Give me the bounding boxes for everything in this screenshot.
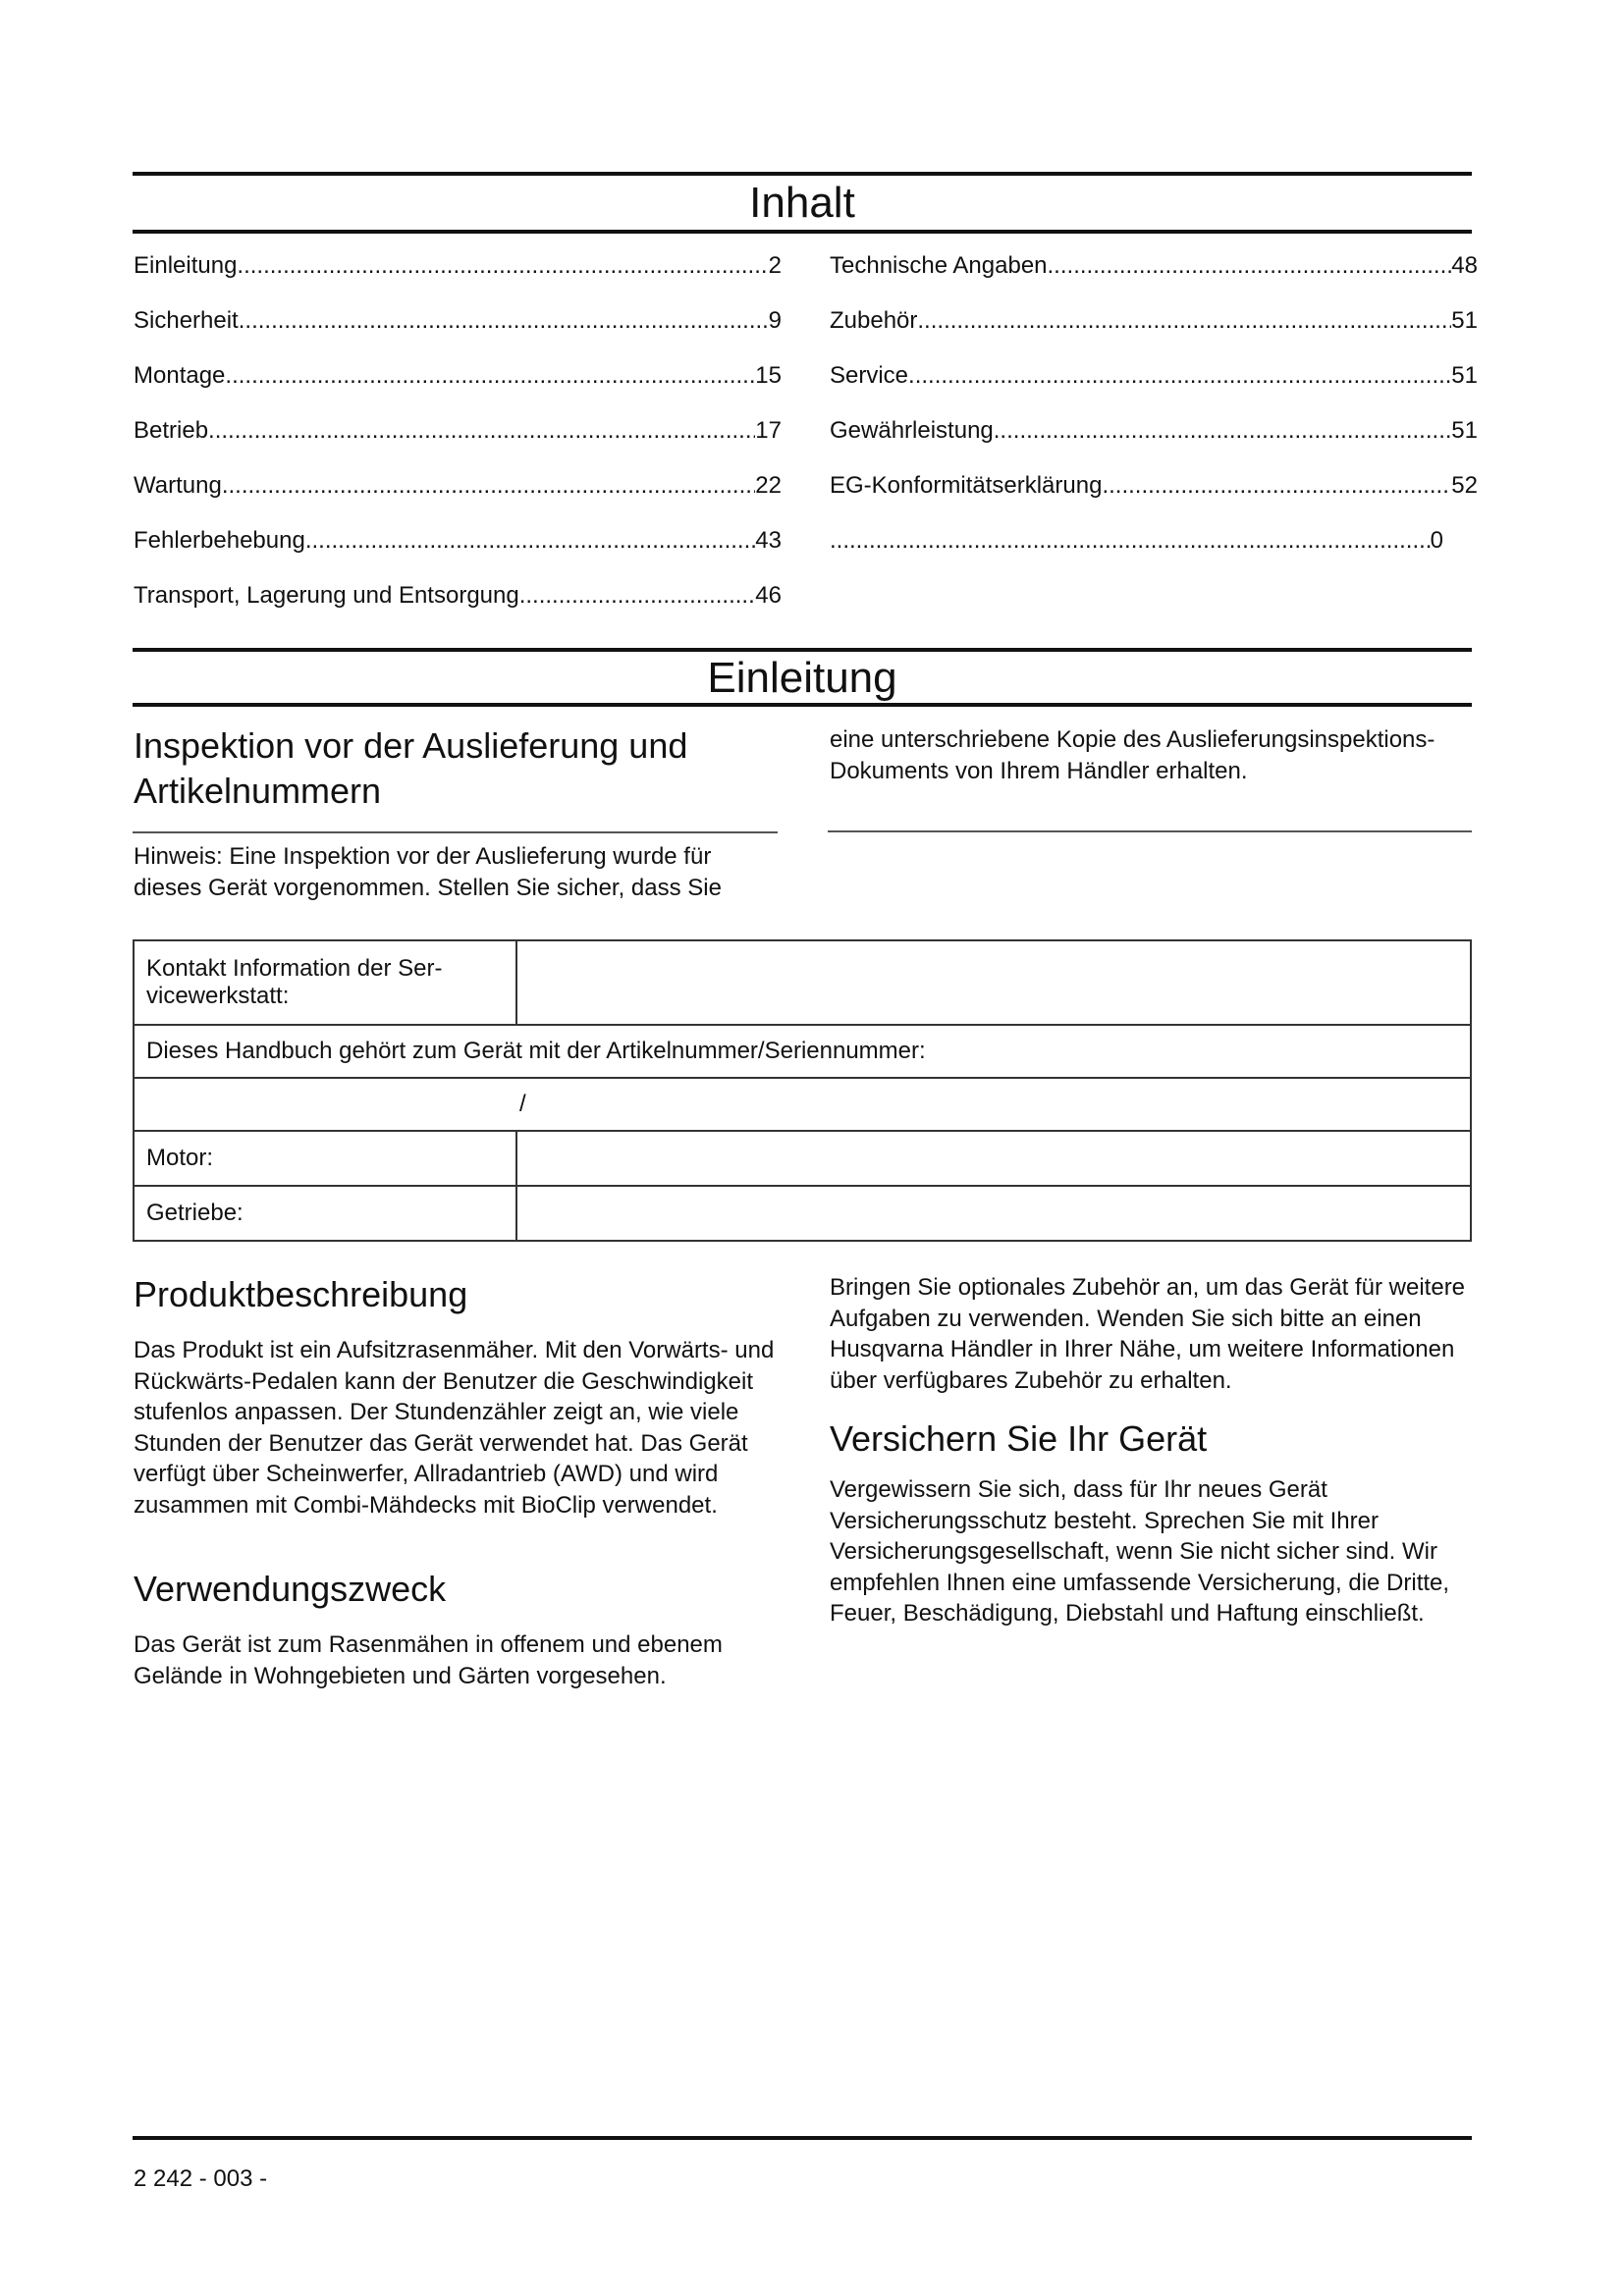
toc-entry[interactable]: Fehlerbehebung ..... 43 — [134, 526, 782, 581]
toc-left-column — [134, 251, 782, 636]
usage-heading: Verwendungszweck — [134, 1569, 447, 1609]
inspection-heading: Inspektion vor der Auslieferung und Artikelnummern — [134, 725, 688, 811]
manual-applies-row: Dieses Handbuch gehört zum Gerät mit der Artikelnummer/Seriennummer: — [134, 1025, 1471, 1078]
inspection-heading-rule — [133, 831, 778, 833]
inspection-note — [134, 841, 782, 903]
footer-rule — [133, 2136, 1472, 2140]
toc-top-rule — [133, 172, 1472, 176]
toc-entry[interactable]: Technische Angaben ..... 48 — [830, 251, 1478, 306]
toc-entry[interactable]: Zubehör ..... 51 — [830, 306, 1478, 361]
gearbox-label: Getriebe: — [134, 1186, 516, 1241]
toc-entry[interactable]: Sicherheit ..... 9 — [134, 306, 782, 361]
usage-text: Das Gerät ist zum Rasenmähen in offenem und ebenem Gelände in Wohngebieten und Gärten vorgesehen. — [134, 1631, 723, 1689]
table-row — [134, 940, 1471, 1025]
note-label: Hinweis: — [134, 843, 223, 870]
service-contact-field[interactable] — [516, 940, 1471, 1025]
article-serial-field[interactable] — [134, 1078, 1471, 1131]
table-row — [134, 1131, 1471, 1186]
toc-entry[interactable]: Montage ..... 15 — [134, 361, 782, 416]
toc-entry[interactable]: Service ..... 51 — [830, 361, 1478, 416]
document-number: 2 242 - 003 - — [134, 2165, 268, 2192]
toc-title: Inhalt — [749, 179, 855, 227]
toc-right-column — [830, 251, 1478, 581]
product-info-table — [133, 939, 1472, 1242]
toc-entry[interactable]: Transport, Lagerung und Entsorgung ..... 46 — [134, 581, 782, 636]
toc-entry[interactable]: Einleitung ..... 2 — [134, 251, 782, 306]
chapter-top-rule — [133, 648, 1472, 652]
insurance-text: Vergewissern Sie sich, dass für Ihr neues Gerät Versicherungsschutz besteht. Sprechen Sie mit Ihrer Versicherungsgesellschaft, wenn Sie nicht sicher sind. Wir empfehlen Ihnen eine umfassende Versicherung, die Dritte, Feuer, Beschädigung, Diebstahl und Haftung einschließt. — [830, 1476, 1450, 1627]
table-row — [134, 1078, 1471, 1131]
note-text: Eine Inspektion vor der Auslieferung wurde für dieses Gerät vorgenommen. Stellen Sie sicher, dass Sie — [134, 843, 722, 901]
toc-entry[interactable]: EG-Konformitätserklärung ..... 52 — [830, 471, 1478, 526]
toc-entry[interactable]: ..... 0 — [830, 526, 1443, 581]
chapter-bottom-rule — [133, 703, 1472, 707]
toc-entry[interactable]: Wartung ..... 22 — [134, 471, 782, 526]
gearbox-field[interactable] — [516, 1186, 1471, 1241]
accessories-text: Bringen Sie optionales Zubehör an, um das Gerät für weitere Aufgaben zu verwenden. Wenden Sie sich bitte an einen Husqvarna Händler in Ihrer Nähe, um weitere Informationen über verfügbares Zubehör zu erhalten. — [830, 1274, 1466, 1394]
product-description-heading: Produktbeschreibung — [134, 1274, 468, 1314]
insurance-heading: Versichern Sie Ihr Gerät — [830, 1418, 1208, 1459]
toc-entry[interactable]: Betrieb ..... 17 — [134, 416, 782, 471]
chapter-title: Einleitung — [707, 654, 897, 702]
motor-label: Motor: — [134, 1131, 516, 1186]
motor-field[interactable] — [516, 1131, 1471, 1186]
service-contact-label: Kontakt Information der Ser-vicewerkstatt: — [134, 940, 516, 1025]
table-row — [134, 1186, 1471, 1241]
table-row — [134, 1025, 1471, 1078]
inspection-note-rule — [828, 830, 1472, 832]
article-serial-separator: / — [519, 1091, 526, 1117]
inspection-note-continued: eine unterschriebene Kopie des Auslieferungsinspektions-Dokuments von Ihrem Händler erhalten. — [830, 726, 1435, 784]
product-description-text: Das Produkt ist ein Aufsitzrasenmäher. Mit den Vorwärts- und Rückwärts-Pedalen kann der Benutzer die Geschwindigkeit stufenlos anpassen. Der Stundenzähler zeigt an, wie viele Stunden der Benutzer das Gerät verwendet hat. Das Gerät verfügt über Scheinwerfer, Allradantrieb (AWD) und wird zusammen mit Combi-Mähdecks mit BioClip verwendet. — [134, 1337, 775, 1519]
toc-bottom-rule — [133, 230, 1472, 234]
toc-entry[interactable]: Gewährleistung ..... 51 — [830, 416, 1478, 471]
